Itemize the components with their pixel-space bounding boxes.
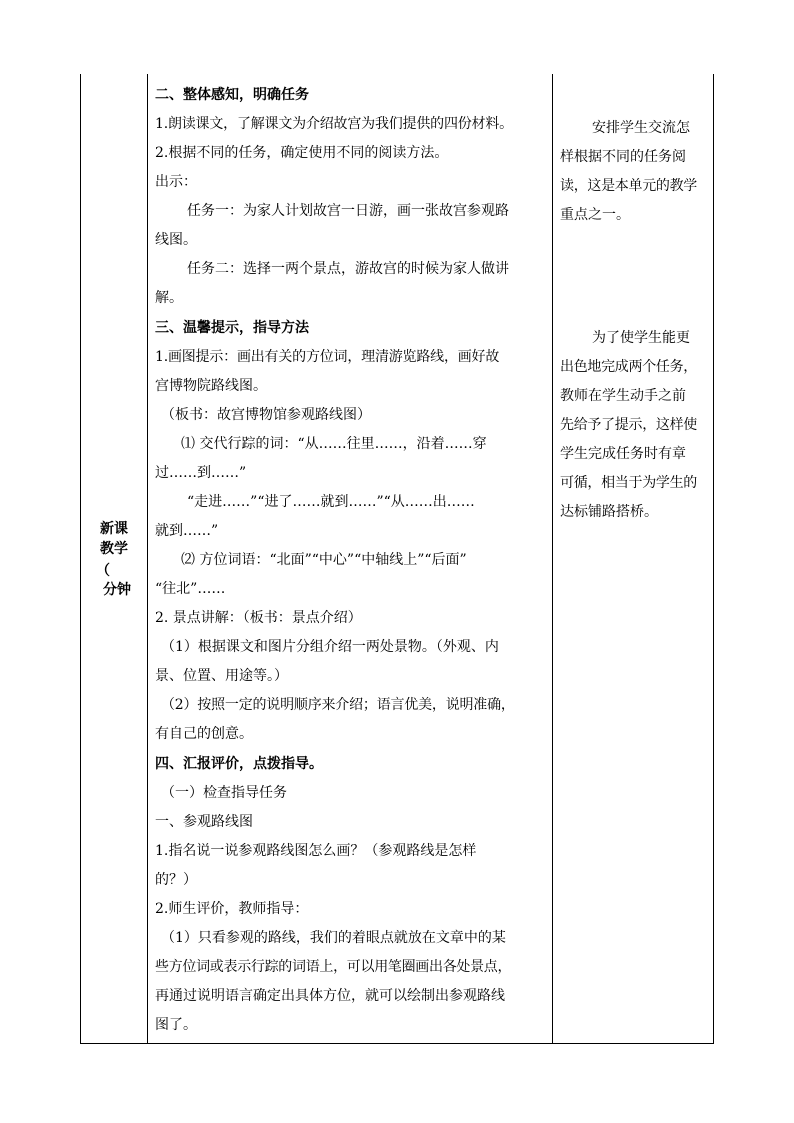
table-divider-1	[147, 74, 148, 1044]
content-line: 任务二：选择一两个景点，游故宫的时候为家人做讲	[187, 261, 509, 277]
content-line: （1）只看参观的路线，我们的着眼点就放在文章中的某	[161, 930, 506, 946]
content-line: 1.朗读课文，了解课文为介绍故宫为我们提供的四份材料。	[155, 116, 513, 132]
content-line: 一、参观路线图	[155, 814, 253, 830]
note-line: 出色地完成两个任务，	[560, 359, 697, 375]
content-line: 过……到……”	[155, 465, 247, 481]
content-line: 图了。	[155, 1017, 197, 1033]
note-line: 学生完成任务时有章	[560, 446, 686, 462]
heading-section-3: 三、温馨提示，指导方法	[155, 320, 309, 336]
table-border-bottom	[80, 1043, 714, 1044]
note-line: 为了使学生能更	[592, 330, 690, 346]
note-line: 安排学生交流怎	[592, 120, 690, 136]
section-label-line3: （	[96, 563, 110, 579]
note-line: 教师在学生动手之前	[560, 388, 686, 404]
table-border-right	[713, 74, 714, 1044]
content-line: 2.根据不同的任务，确定使用不同的阅读方法。	[155, 145, 449, 161]
heading-section-4: 四、汇报评价，点拨指导。	[155, 756, 323, 772]
content-line: 的？）	[155, 872, 197, 888]
content-line: 1.画图提示：画出有关的方位词，理清游览路线，画好故	[155, 349, 500, 365]
content-line: 景、位置、用途等。）	[155, 668, 288, 684]
content-line: 些方位词或表示行踪的词语上，可以用笔圈画出各处景点，	[155, 959, 512, 975]
content-line: 2. 景点讲解：（板书：景点介绍）	[155, 610, 362, 626]
content-line: ⑵ 方位词语：“北面”“中心”“中轴线上”“后面”	[181, 552, 467, 568]
section-label-line1: 新课	[100, 521, 128, 537]
note-line: 读，这是本单元的教学	[560, 178, 697, 194]
content-line: 线图。	[155, 232, 197, 248]
note-line: 可循，相当于为学生的	[560, 475, 697, 491]
content-line: 再通过说明语言确定出具体方位，就可以绘制出参观路线	[155, 988, 505, 1004]
section-label-line2: 教学	[100, 541, 128, 557]
content-line: ⑴ 交代行踪的词：“从……往里……，沿着……穿	[181, 436, 487, 452]
content-line: （2）按照一定的说明顺序来介绍；语言优美，说明准确，	[161, 697, 515, 713]
content-line: 出示：	[155, 174, 197, 190]
content-line: （1）根据课文和图片分组介绍一两处景物。（外观、内	[161, 639, 499, 655]
content-line: 解。	[155, 290, 183, 306]
content-line: 有自己的创意。	[155, 726, 253, 742]
note-line: 重点之一。	[560, 207, 630, 223]
table-divider-2	[552, 74, 553, 1044]
table-border-left	[80, 74, 81, 1044]
content-line: “往北”……	[155, 581, 226, 597]
heading-section-2: 二、整体感知，明确任务	[155, 87, 309, 103]
note-line: 达标铺路搭桥。	[560, 504, 658, 520]
section-label-line4: 分钟	[103, 582, 131, 598]
content-line: （板书：故宫博物馆参观路线图）	[161, 407, 371, 423]
content-line: 2.师生评价，教师指导：	[155, 901, 309, 917]
content-line: 任务一：为家人计划故宫一日游，画一张故宫参观路	[187, 203, 509, 219]
content-line: （一）检查指导任务	[161, 785, 287, 801]
note-line: 样根据不同的任务阅	[560, 149, 686, 165]
note-line: 先给予了提示，这样使	[560, 417, 697, 433]
content-line: “走进……”“进了……就到……”“从……出……	[187, 494, 475, 510]
content-line: 就到……”	[155, 523, 219, 539]
content-line: 宫博物院路线图。	[155, 378, 267, 394]
content-line: 1.指名说一说参观路线图怎么画？（参观路线是怎样	[155, 843, 477, 859]
